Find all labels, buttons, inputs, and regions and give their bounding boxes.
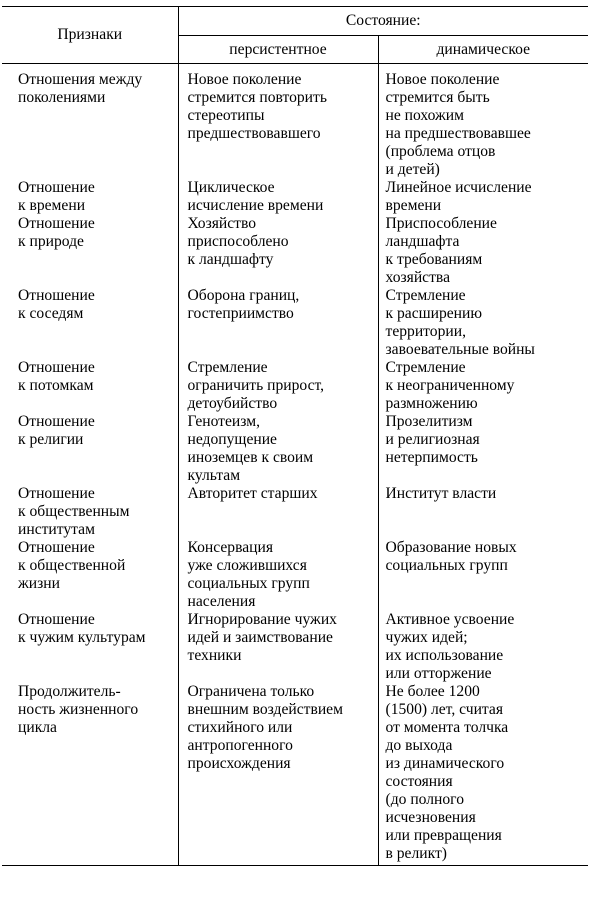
sign-cell: Отношение к времени	[2, 179, 178, 215]
dynamic-cell: Институт власти	[385, 485, 497, 502]
dynamic-cell: Образование новых социальных групп	[385, 539, 517, 574]
sign-cell: Отношение к религии	[2, 413, 178, 485]
dynamic-cell: Активное усвоение чужих идей; их использование или отторжение	[385, 611, 515, 682]
dynamic-cell: Стремление к неограниченному размножению	[385, 359, 515, 412]
header-row-top	[2, 7, 588, 36]
table-row	[2, 179, 588, 215]
dynamic-cell: Стремление к расширению территории, завоевательные войны	[385, 287, 535, 358]
table-row	[2, 359, 588, 413]
header-dynamic: динамическое	[378, 36, 588, 64]
dynamic-cell: Новое поколение стремится быть не похожим на предшествовавшее (проблема отцов и детей)	[385, 71, 531, 178]
persistent-cell: Ограничена только внешним воздействием стихийного или антропогенного происхождения	[178, 683, 378, 866]
persistent-cell: Игнорирование чужих идей и заимствование техники	[178, 611, 378, 683]
table-row	[2, 611, 588, 683]
table-body	[2, 64, 588, 866]
persistent-cell: Стремление ограничить прирост, детоубийство	[178, 359, 378, 413]
table-row	[2, 683, 588, 866]
persistent-cell: Генотеизм, недопущение иноземцев к своим культам	[178, 413, 378, 485]
header-persistent: персистентное	[178, 36, 378, 64]
persistent-cell: Консервация уже сложившихся социальных групп населения	[178, 539, 378, 611]
persistent-cell: Хозяйство приспособлено к ландшафту	[178, 215, 378, 287]
persistent-cell: Оборона границ, гостеприимство	[178, 287, 378, 359]
table-row	[2, 64, 588, 180]
sign-cell: Отношение к чужим культурам	[2, 611, 178, 683]
sign-cell: Отношение к общественным институтам	[2, 485, 178, 539]
sign-cell: Отношения между поколениями	[2, 64, 178, 180]
table-header	[2, 7, 588, 64]
persistent-cell: Новое поколение стремится повторить стереотипы предшествовавшего	[178, 64, 378, 180]
sign-cell: Отношение к соседям	[2, 287, 178, 359]
table-row	[2, 287, 588, 359]
dynamic-cell: Прозелитизм и религиозная нетерпимость	[385, 413, 480, 466]
table-row	[2, 215, 588, 287]
dynamic-cell: Приспособление ландшафта к требованиям хозяйства	[385, 215, 497, 286]
dynamic-cell: Не более 1200 (1500) лет, считая от момента толчка до выхода из динамического состояния (до полного исчезновения или превращения в реликт)	[378, 683, 588, 866]
header-signs: Признаки	[2, 7, 178, 64]
table-row	[2, 485, 588, 539]
persistent-cell: Циклическое исчисление времени	[178, 179, 378, 215]
dynamic-cell: Линейное исчисление времени	[385, 179, 532, 214]
header-state: Состояние:	[178, 7, 588, 36]
sign-cell: Отношение к потомкам	[2, 359, 178, 413]
sign-cell: Продолжитель- ность жизненного цикла	[2, 683, 178, 866]
table-row	[2, 413, 588, 485]
sign-cell: Отношение к природе	[2, 215, 178, 287]
comparison-table	[2, 6, 588, 866]
table-row	[2, 539, 588, 611]
sign-cell: Отношение к общественной жизни	[2, 539, 178, 611]
persistent-cell: Авторитет старших	[178, 485, 378, 539]
